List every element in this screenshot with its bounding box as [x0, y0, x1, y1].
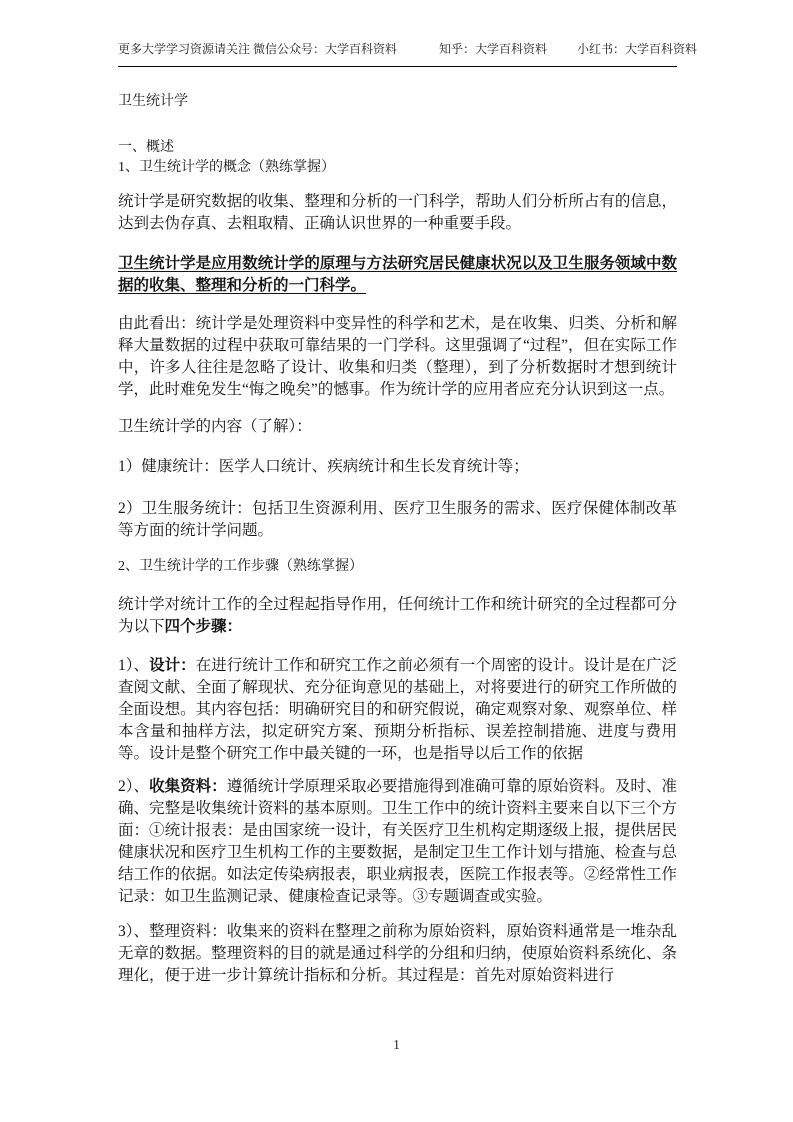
header-xiaohongshu: 小红书：大学百科资料 [577, 42, 698, 56]
content-list-heading: 卫生统计学的内容（了解）： [118, 418, 312, 435]
subsection-heading-work-steps: 2、卫生统计学的工作步骤（熟练掌握） [118, 559, 363, 574]
step2-keyword: 收集资料： [149, 778, 227, 795]
header-zhihu: 知乎：大学百科资料 [439, 42, 548, 56]
paragraph-explanation: 由此看出：统计学是处理资料中变异性的科学和艺术，是在收集、归类、分析和解释大量数据的过程中获取可靠结果的一门学科。这里强调了“过程”，但在实际工作中，许多人往往是忽略了设计、收集和归类（整理），到了分析数据时才想到统计学，此时难免发生“悔之晚矣”的憾事。作为统计学的应用者应充分认识到这一点。 [118, 315, 677, 398]
steps-intro-text: 统计学对统计工作的全过程起指导作用，任何统计工作和统计研究的全过程都可分为以下 [118, 596, 677, 635]
section-heading-overview: 一、概述 [118, 140, 174, 155]
subsection-heading-concept: 1、卫生统计学的概念（熟练掌握） [118, 160, 335, 175]
step2-text: 遵循统计学原理采取必要措施得到准确可靠的原始资料。及时、准确、完整是收集统计资料的基本原则。卫生工作中的统计资料主要来自以下三个方面：①统计报表：是由国家统一设计，有关医疗卫生机构定期逐级上报，提供居民健康状况和医疗卫生机构工作的主要数据，是制定卫生工作计划与措施、检查与总结工作的依据。如法定传染病报表，职业病报表，医院工作报表等。②经常性工作记录：如卫生监测记录、健康检查记录等。③专题调查或实验。 [118, 778, 677, 905]
step1-prefix: 1）、 [118, 657, 150, 674]
step1-keyword: 设计： [149, 657, 196, 674]
steps-intro-keyword: 四个步骤： [164, 618, 243, 635]
step1-text: 在进行统计工作和研究工作之前必须有一个周密的设计。设计是在广泛查阅文献、全面了解现状、充分征询意见的基础上，对将要进行的研究工作所做的全面设想。其内容包括：明确研究目的和研究假说，确定观察对象、观察单位、样本含量和抽样方法，拟定研究方案、预期分析指标、误差控制措施、进度与费用等。设计是整个研究工作中最关键的一环，也是指导以后工作的依据 [118, 657, 677, 762]
header-promo-wechat: 更多大学学习资源请关注 微信公众号：大学百科资料 [118, 42, 398, 56]
step2-prefix: 2）、 [118, 778, 150, 795]
content-item-health-statistics: 1）健康统计：医学人口统计、疾病统计和生长发育统计等； [118, 458, 529, 475]
page-number: 1 [393, 1037, 400, 1052]
document-body [118, 67, 677, 987]
content-item-health-service-statistics: 2）卫生服务统计：包括卫生资源利用、医疗卫生服务的需求、医疗保健体制改革等方面的统计学问题。 [118, 500, 677, 539]
paragraph-steps-intro [118, 594, 677, 638]
document-title: 卫生统计学 [118, 94, 188, 109]
paragraph-step-collect-data [118, 776, 677, 908]
paragraph-statistics-intro: 统计学是研究数据的收集、整理和分析的一门科学，帮助人们分析所占有的信息，达到去伪存真、去粗取精、正确认识世界的一种重要手段。 [118, 193, 677, 232]
paragraph-health-statistics-definition: 卫生统计学是应用数统计学的原理与方法研究居民健康状况以及卫生服务领域中数据的收集、整理和分析的一门科学。 [118, 255, 677, 294]
page-header [118, 42, 698, 67]
paragraph-step-design [118, 655, 677, 765]
paragraph-step-organize-data: 3）、整理资料：收集来的资料在整理之前称为原始资料，原始资料通常是一堆杂乱无章的数据。整理资料的目的就是通过科学的分组和归纳，使原始资料系统化、条理化，便于进一步计算统计指标和分析。其过程是：首先对原始资料进行 [118, 923, 677, 984]
